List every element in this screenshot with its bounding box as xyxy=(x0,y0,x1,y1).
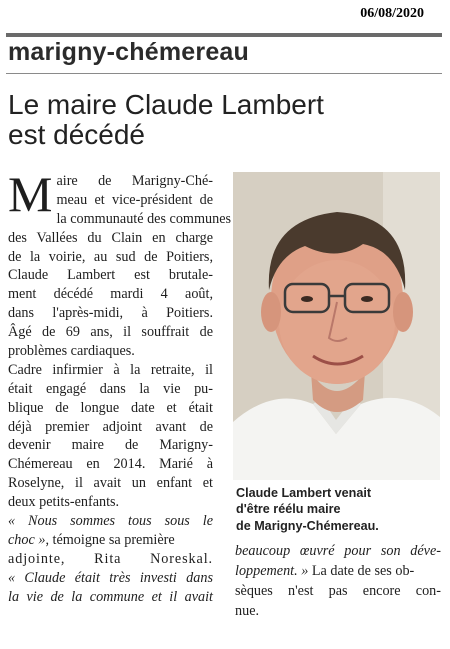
article-line xyxy=(235,561,441,581)
article-line: Claude Lambert est brutale- xyxy=(8,267,213,284)
article-quote-line: « Claude était très investi dans xyxy=(8,569,213,586)
article-line: Âgé de 69 ans, il souffrait de xyxy=(8,324,213,341)
article-line: ment décédé mardi 4 août, xyxy=(8,286,213,303)
article-line: meau et vice-président de xyxy=(56,191,213,208)
article-line: déjà premier adjoint avant de xyxy=(8,418,213,435)
article-line: aire de Marigny-Ché- xyxy=(56,173,213,189)
article-quote-line: beaucoup œuvré pour son déve- xyxy=(235,543,441,559)
article-line: la communauté des communes xyxy=(56,210,232,227)
caption-line: Claude Lambert venait xyxy=(236,486,372,500)
portrait-illustration xyxy=(233,172,440,480)
quote-italic: choc » xyxy=(8,531,46,548)
article-text: La date de ses ob- xyxy=(308,563,415,579)
article-line: était engagé dans la vie pu- xyxy=(8,380,213,397)
publication-date: 06/08/2020 xyxy=(360,6,424,21)
article-line: de la voirie, au sud de Poitiers, xyxy=(8,248,213,265)
article-column-right xyxy=(235,541,441,621)
caption-line: d'être réélu maire xyxy=(236,502,341,517)
caption-line: de Marigny-Chémereau. xyxy=(236,518,379,533)
article-line: Roselyne, il avait un enfant et xyxy=(8,475,213,492)
article-line: adjointe, Rita Noreskal. xyxy=(8,550,213,567)
headline-line-2: est décédé xyxy=(8,119,145,150)
article-quote-line: « Nous sommes tous sous le xyxy=(8,513,213,530)
article-line: Chémereau en 2014. Marié à xyxy=(8,456,213,473)
article-column-left xyxy=(8,166,232,607)
article-quote-line: la vie de la commune et il avait xyxy=(8,588,213,605)
headline-line-1: Le maire Claude Lambert xyxy=(8,89,324,120)
portrait-photo xyxy=(233,172,440,480)
quote-italic: loppement. » xyxy=(235,563,309,579)
article-line: dans l'après-midi, à Poitiers. xyxy=(8,305,213,322)
article-line: devenir maire de Marigny- xyxy=(8,437,213,454)
article-line: nue. xyxy=(235,603,260,619)
article-line: Cadre infirmier à la retraite, il xyxy=(8,361,213,378)
article-line: deux petits-enfants. xyxy=(8,494,120,511)
article-line: sèques n'est pas encore con- xyxy=(235,583,441,599)
quote-rest: , témoigne sa première xyxy=(45,531,175,548)
headline xyxy=(8,90,428,150)
article-line: des Vallées du Clain en charge xyxy=(8,229,213,246)
drop-cap: M xyxy=(8,166,53,222)
rubric-title: marigny-chémereau xyxy=(8,38,249,66)
article-quote-line xyxy=(8,531,213,550)
article-lead xyxy=(8,166,232,229)
rubric-bottom-rule xyxy=(6,73,442,74)
rubric-top-rule xyxy=(6,33,442,37)
article-line: blique de longue date et était xyxy=(8,399,213,416)
photo-caption xyxy=(236,485,441,534)
article-line: problèmes cardiaques. xyxy=(8,343,135,360)
